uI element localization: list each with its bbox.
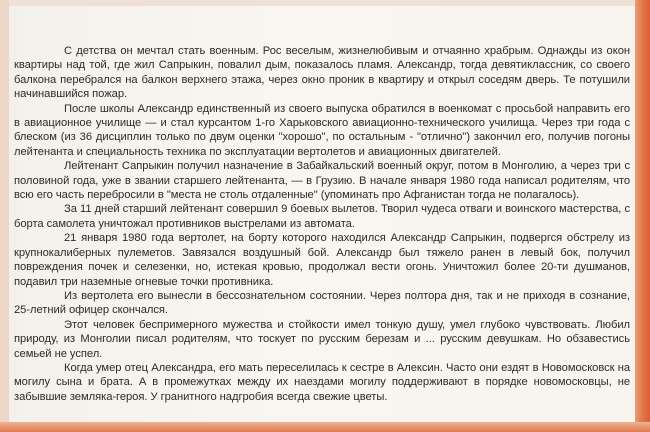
paragraph-battle: 21 января 1980 года вертолет, на борту которого находился Александр Сапрыкин, подвергся обстрелу из крупнокалиберных пулеметов. Завязался воздушный бой. Александр был тяжело ранен в левый бок, получил повреждения почек и селезенки, но, истекая кровью, продолжал вести огонь. Уничтожил более 20-ти душманов, подавил три наземные огневые точки противника. — [14, 232, 630, 288]
paragraph-death: Из вертолета его вынесли в бессознательном состоянии. Через полтора дня, так и не приходя в сознание, 25-летний офицер скончался. — [14, 289, 630, 317]
bottom-red-border — [0, 422, 650, 432]
left-border — [0, 0, 9, 432]
paragraph-combat-flights: За 11 дней старший лейтенант совершил 9 боевых вылетов. Творил чудеса отваги и воинского мастерства, с борта самолета уничтожал противников выстрелами из автомата. — [14, 203, 630, 230]
article-text — [14, 44, 630, 404]
paragraph-character: Этот человек беспримерного мужества и стойкости имел тонкую душу, умел глубоко чувствовать. Любил природу, из Монголии писал родителям, что тоскует по русским березам и ... русским девушкам. Но обзавестись семьей не успел. — [14, 318, 630, 360]
paragraph-memory: Когда умер отец Александра, его мать переселилась к сестре в Алексин. Часто они ездят в Новомосковск на могилу сына и брата. А в промежутках между их наездами могилу поддерживают в порядке новомосковцы, не забывшие земляка-героя. У гранитного надгробия всегда свежие цветы. — [14, 361, 630, 403]
right-red-border — [635, 0, 650, 432]
paragraph-service: Лейтенант Сапрыкин получил назначение в Забайкальский военный округ, потом в Монголию, а через три с половиной года, уже в звании старшего лейтенанта, — в Грузию. В начале января 1980 года написал родителям, что всю его часть перебросили в "места не столь отдаленные" (упоминать про Афганистан тогда не полагалось). — [14, 160, 630, 202]
top-border — [0, 0, 650, 6]
paragraph-childhood: С детства он мечтал стать военным. Рос веселым, жизнелюбивым и отчаянно храбрым. Однажды из окон квартиры над той, где жил Сапрыкин, повалил дым, показалось пламя. Александр, тогда девятиклассник, со своего балкона перебрался на балкон верхнего этажа, через окно проник в квартиру и открыл соседям дверь. Те потушили начинавшийся пожар. — [14, 45, 630, 101]
paragraph-school: После школы Александр единственный из своего выпуска обратился в военкомат с просьбой направить его в авиационное училище — и стал курсантом 1-го Харьковского авиационно-технического училища. Через три года с блеском (из 36 дисциплин только по двум оценки "хорошо", по остальным - "отлично") закончил его, получив погоны лейтенанта и специальность техника по эксплуатации вертолетов и авиационных двигателей. — [14, 102, 630, 158]
